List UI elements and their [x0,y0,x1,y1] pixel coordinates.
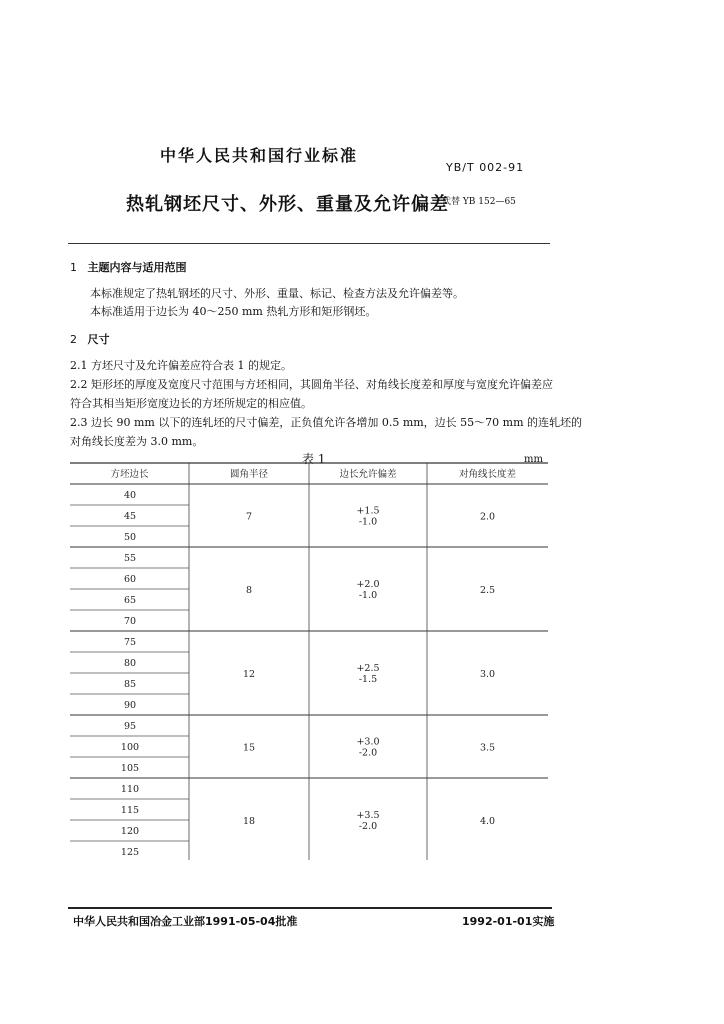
footer-rule [68,907,552,909]
approval-note: 中华人民共和国冶金工业部1991-05-04批准 [73,915,298,928]
section-2-title: 尺寸 [87,333,110,346]
table-corner-radius: 8 [245,585,253,596]
table-side-length: 90 [123,700,137,711]
table-tolerance-plus: +2.0 [356,579,380,590]
table-diagonal-diff: 4.0 [479,816,496,827]
replaces-note: 代替 YB 152—65 [442,197,516,207]
table-tolerance-minus: -1.0 [358,590,378,601]
section-1-number: 1 [70,261,77,274]
dimension-table-svg [70,462,548,860]
table-corner-radius: 15 [242,742,256,754]
table-diagonal-diff: 2.0 [479,511,496,523]
table-corner-radius: 12 [242,669,256,680]
table-diagonal-diff: 3.0 [479,669,496,680]
dimension-table [70,462,548,860]
table-side-length: 40 [123,490,137,501]
table-header-2: 圆角半径 [229,469,269,480]
table-side-length: 60 [123,574,137,585]
section-2-heading [70,331,110,347]
table-side-length: 80 [123,658,137,669]
table-tolerance-plus: +2.5 [356,663,380,674]
table-side-length: 120 [120,826,140,837]
document-title: 热轧钢坯尺寸、外形、重量及允许偏差 [126,194,449,215]
standard-number: YB/T 002-91 [446,161,525,174]
table-side-length: 65 [123,595,137,606]
table-side-length: 115 [120,805,140,816]
table-header-4: 对角线长度差 [458,469,517,480]
standard-category: 中华人民共和国行业标准 [160,146,359,165]
table-tolerance-plus: +3.5 [356,810,380,821]
section-1-para-2: 本标准适用于边长为 40～250 mm 热轧方形和矩形钢坯。 [90,305,377,318]
table-corner-radius: 18 [242,816,256,827]
effective-date: 1992-01-01实施 [462,915,555,928]
table-tolerance-minus: -1.5 [358,674,378,685]
table-corner-radius: 7 [245,511,253,523]
table-tolerance-minus: -2.0 [358,821,378,832]
clause-2-1: 2.1 方坯尺寸及允许偏差应符合表 1 的规定。 [70,359,292,372]
table-side-length: 55 [123,553,137,564]
table-header-3: 边长允许偏差 [339,469,397,480]
section-2-number: 2 [70,333,77,346]
clause-2-3-line-2: 对角线长度差为 3.0 mm。 [70,435,204,448]
section-1-title: 主题内容与适用范围 [87,261,187,274]
section-1-para-1: 本标准规定了热轧钢坯的尺寸、外形、重量、标记、检查方法及允许偏差等。 [90,287,464,300]
clause-2-3-line-1: 2.3 边长 90 mm 以下的连轧坯的尺寸偏差，正负值允许各增加 0.5 mm，边长 55～70 mm 的连轧坯的 [70,416,583,429]
table-side-length: 95 [123,721,137,732]
table-side-length: 125 [120,847,140,858]
table-side-length: 45 [123,511,137,522]
table-side-length: 75 [123,637,137,648]
table-tolerance-minus: -1.0 [358,516,378,528]
table-tolerance-minus: -2.0 [358,747,378,759]
table-unit: mm [524,454,543,465]
table-side-length: 70 [123,616,137,627]
clause-2-2-line-1: 2.2 矩形坯的厚度及宽度尺寸范围与方坯相同，其圆角半径、对角线长度差和厚度与宽度允许偏差应 [70,378,553,391]
table-tolerance-plus: +3.0 [356,736,380,748]
table-caption: 表 1 [302,452,326,466]
table-side-length: 85 [123,679,137,690]
table-diagonal-diff: 3.5 [479,742,496,754]
table-tolerance-plus: +1.5 [356,505,380,517]
table-header-1: 方坯边长 [110,469,149,480]
clause-2-2-line-2: 符合其相当矩形宽度边长的方坯所规定的相应值。 [70,397,312,410]
table-side-length: 50 [123,532,137,543]
table-diagonal-diff: 2.5 [479,585,496,596]
table-side-length: 100 [120,742,140,753]
table-side-length: 110 [120,784,140,795]
section-1-heading [70,259,187,275]
table-side-length: 105 [120,763,140,774]
header-rule [68,243,550,244]
